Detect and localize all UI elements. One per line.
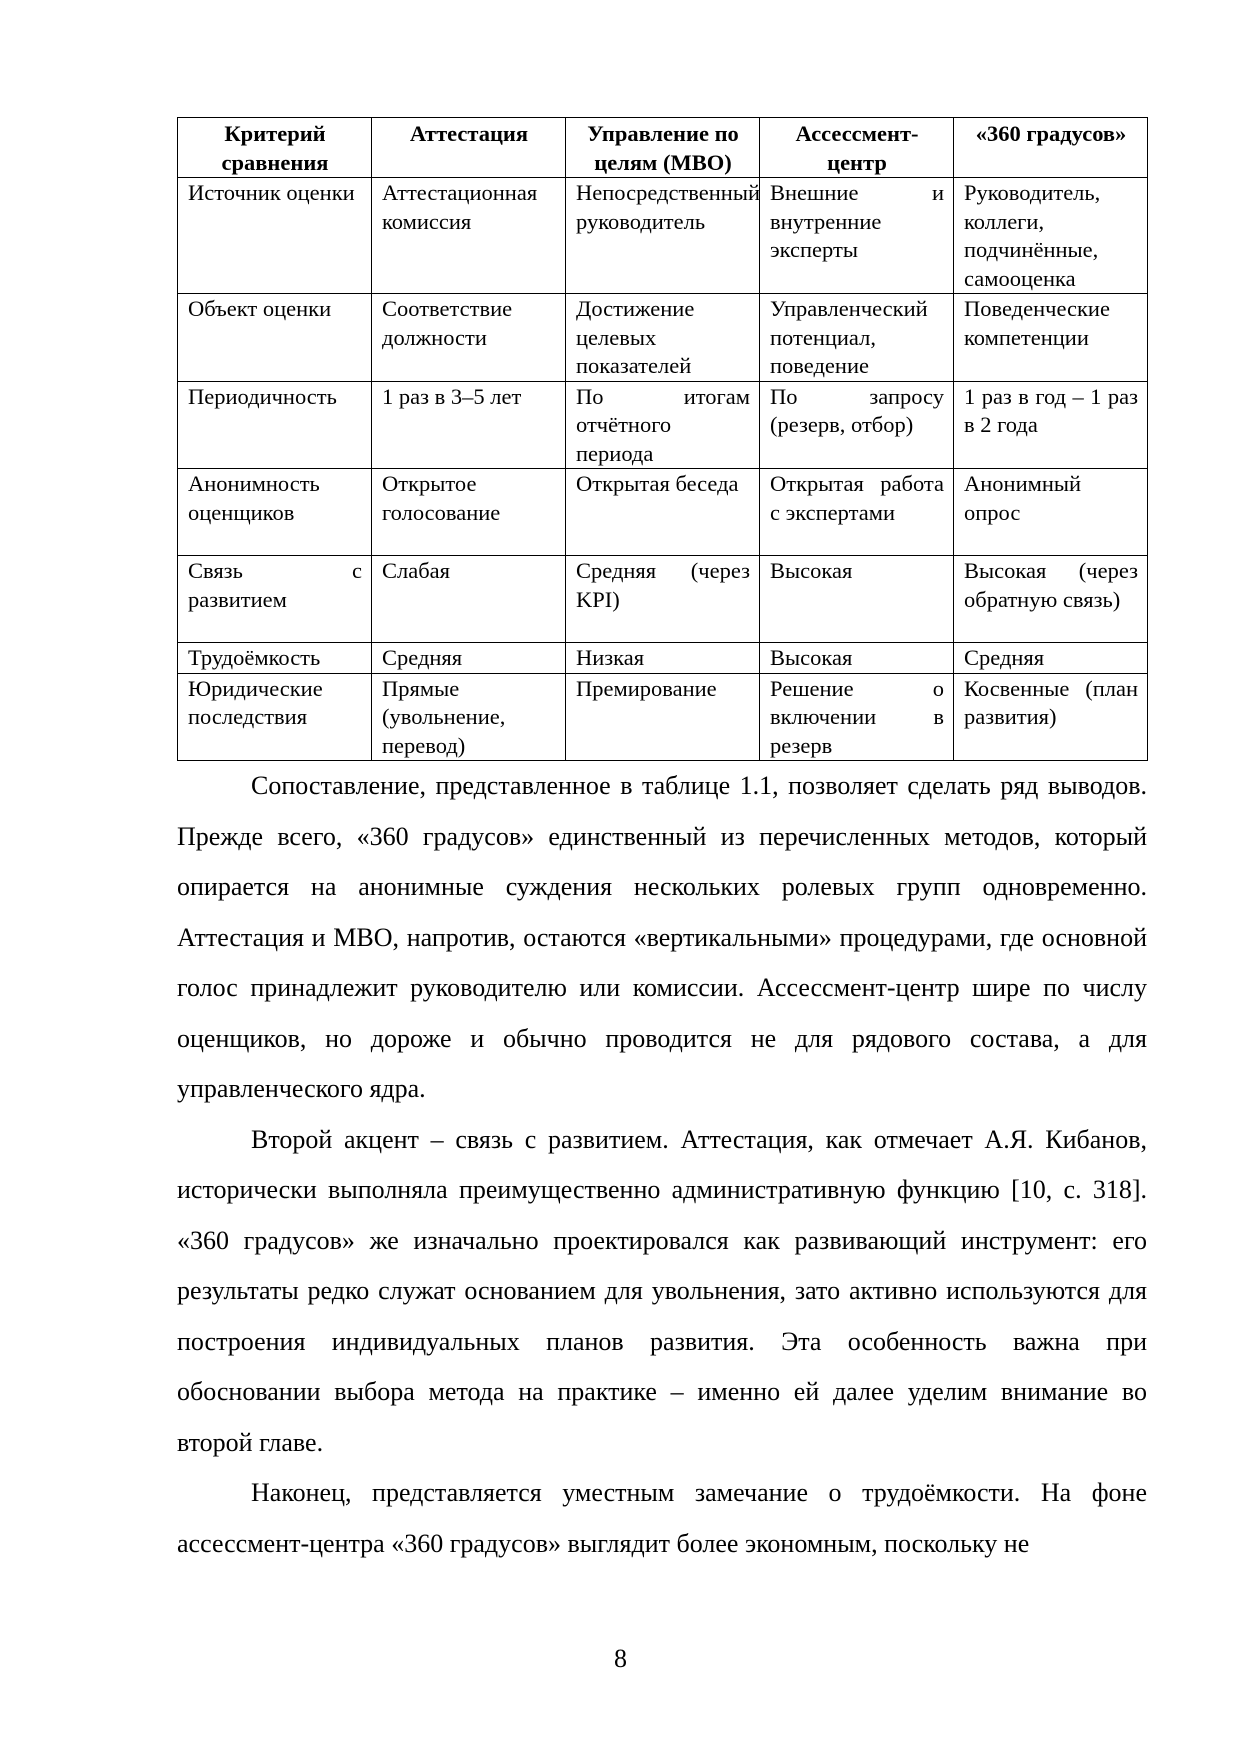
table-cell: Прямые (увольнение, перевод) xyxy=(372,673,566,761)
table-cell: Руководитель, коллеги, подчинённые, самооценка xyxy=(954,178,1148,294)
table-cell: Анонимный опрос xyxy=(954,469,1148,556)
table-cell: Поведенческие компетенции xyxy=(954,294,1148,382)
table-cell: Высокая xyxy=(760,556,954,643)
table-cell: Высокая xyxy=(760,643,954,674)
table-header-row xyxy=(178,118,1148,178)
header-360: «360 градусов» xyxy=(954,118,1148,178)
comparison-table xyxy=(177,117,1148,761)
table-cell: Средняя xyxy=(372,643,566,674)
table-cell: Управленческий потенциал, поведение xyxy=(760,294,954,382)
table-cell: Косвенные (план развития) xyxy=(954,673,1148,761)
header-attestation: Аттестация xyxy=(372,118,566,178)
table-cell: По итогам отчётного периода xyxy=(566,381,760,469)
table-cell: Непосредственный руководитель xyxy=(566,178,760,294)
table-cell: Анонимность оценщиков xyxy=(178,469,372,556)
table-cell: Соответствие должности xyxy=(372,294,566,382)
table-cell: Средняя (через KPI) xyxy=(566,556,760,643)
table-cell: Открытое голосование xyxy=(372,469,566,556)
table-cell: Открытая работа с экспертами xyxy=(760,469,954,556)
table-cell: Периодичность xyxy=(178,381,372,469)
table-cell: По запросу (резерв, отбор) xyxy=(760,381,954,469)
table-cell: Аттестационная комиссия xyxy=(372,178,566,294)
table-cell: Решение о включении в резерв xyxy=(760,673,954,761)
table-cell: Источник оценки xyxy=(178,178,372,294)
table-row xyxy=(178,556,1148,643)
table-cell: Слабая xyxy=(372,556,566,643)
paragraph: Сопоставление, представленное в таблице 1.1, позволяет сделать ряд выводов. Прежде всего, «360 градусов» единственный из перечисленных методов, который опирается на анонимные суждения нескольких ролевых групп одновременно. Аттестация и MBO, напротив, остаются «вертикальными» процедурами, где основной голос принадлежит руководителю или комиссии. Ассессмент-центр шире по числу оценщиков, но дороже и обычно проводится не для рядового состава, а для управленческого ядра. xyxy=(177,771,1147,1103)
table-row xyxy=(178,381,1148,469)
table-cell: Низкая xyxy=(566,643,760,674)
table-cell: Связь с развитием xyxy=(178,556,372,643)
table-cell: Внешние и внутренние эксперты xyxy=(760,178,954,294)
page-content xyxy=(177,117,1147,1569)
body-text xyxy=(177,761,1147,1569)
table-cell: Средняя xyxy=(954,643,1148,674)
header-criterion: Критерий сравнения xyxy=(178,118,372,178)
table-cell: 1 раз в 3–5 лет xyxy=(372,381,566,469)
table-cell: Юридические последствия xyxy=(178,673,372,761)
page-number: 8 xyxy=(614,1644,627,1673)
paragraph: Второй акцент – связь с развитием. Аттестация, как отмечает А.Я. Кибанов, исторически выполняла преимущественно административную функцию [10, с. 318]. «360 градусов» же изначально проектировался как развивающий инструмент: его результаты редко служат основанием для увольнения, зато активно используются для построения индивидуальных планов развития. Эта особенность важна при обосновании выбора метода на практике – именно ей далее уделим внимание во второй главе. xyxy=(177,1124,1147,1457)
table-cell: 1 раз в год – 1 раз в 2 года xyxy=(954,381,1148,469)
table-cell: Высокая (через обратную связь) xyxy=(954,556,1148,643)
header-mbo: Управление по целям (MBO) xyxy=(566,118,760,178)
table-row xyxy=(178,643,1148,674)
table-row xyxy=(178,469,1148,556)
table-cell: Премирование xyxy=(566,673,760,761)
table-cell: Открытая беседа xyxy=(566,469,760,556)
table-cell: Трудоёмкость xyxy=(178,643,372,674)
paragraph: Наконец, представляется уместным замечание о трудоёмкости. На фоне ассессмент-центра «360 градусов» выглядит более экономным, поскольку не xyxy=(177,1478,1147,1558)
table-cell: Достижение целевых показателей xyxy=(566,294,760,382)
table-row xyxy=(178,673,1148,761)
table-row xyxy=(178,294,1148,382)
header-assessment-center: Ассессмент-центр xyxy=(760,118,954,178)
table-row xyxy=(178,178,1148,294)
table-cell: Объект оценки xyxy=(178,294,372,382)
